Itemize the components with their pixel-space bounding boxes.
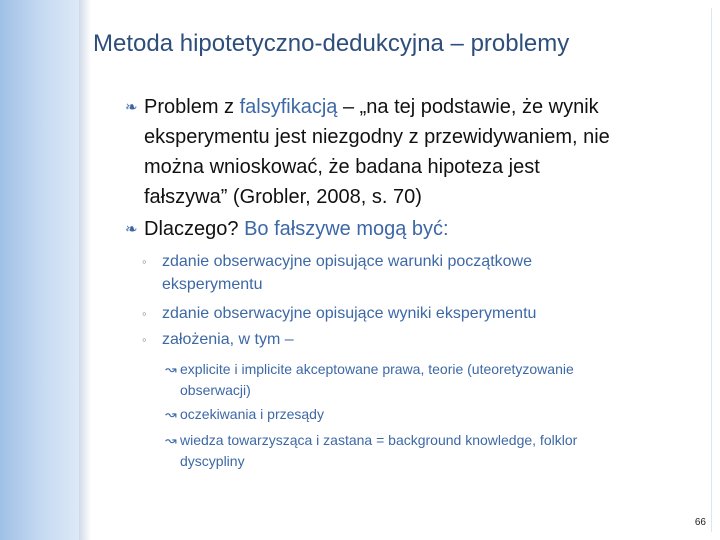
sub-bullet-results — [142, 302, 702, 325]
subsub-bullet-line: wiedza towarzysząca i zastana = background knowledge, folklor — [180, 432, 578, 448]
subsub-bullet-line: obserwacji) — [180, 382, 251, 398]
subsub-bullet-laws — [165, 359, 700, 401]
subsub-bullet-line: explicite i implicite akceptowane prawa, teorie (uteoretyzowanie — [180, 361, 574, 377]
subsub-bullet-expectations — [165, 404, 700, 425]
subsub-bullet-line: oczekiwania i przesądy — [180, 406, 324, 422]
sub-bullet-line: założenia, w tym – — [162, 331, 294, 348]
bullet-text: Problem z — [144, 96, 240, 118]
tilde-arrow-icon: ↝ — [165, 432, 177, 448]
small-circle-icon: ◦ — [142, 332, 147, 347]
slide-title: Metoda hipotetyczno-dedukcyjna – problemy — [93, 30, 570, 57]
bullet-accent-text: Bo fałszywe mogą być: — [244, 218, 449, 240]
page-number: 66 — [694, 517, 706, 528]
small-circle-icon: ◦ — [142, 254, 147, 269]
sub-bullet-line: eksperymentu — [162, 276, 263, 293]
bullet-text: Dlaczego? — [144, 218, 245, 240]
bullet-line — [144, 214, 704, 244]
bullet-line: fałszywa” (Grobler, 2008, s. 70) — [144, 186, 422, 208]
bullet-line: można wnioskować, że badana hipoteza jest — [144, 156, 540, 178]
bullet-text: – „na tej podstawie, że wynik — [337, 96, 599, 118]
bullet-falsification — [125, 92, 704, 212]
sub-bullet-assumptions — [142, 328, 702, 351]
ornamental-arrow-icon: ❧ — [125, 99, 138, 116]
sub-bullet-line: zdanie obserwacyjne opisujące warunki początkowe — [162, 253, 532, 270]
bullet-line: eksperymentu jest niezgodny z przewidywaniem, nie — [144, 126, 610, 148]
tilde-arrow-icon: ↝ — [165, 361, 177, 377]
subsub-bullet-line: dyscypliny — [180, 453, 245, 469]
sub-bullet-initial-conditions — [142, 250, 702, 296]
ornamental-arrow-icon: ❧ — [125, 221, 138, 238]
subsub-bullet-background-knowledge — [165, 430, 700, 472]
bullet-accent-text: falsyfikacją — [239, 96, 338, 118]
small-circle-icon: ◦ — [142, 306, 147, 321]
bullet-why — [125, 214, 704, 244]
tilde-arrow-icon: ↝ — [165, 406, 177, 422]
bullet-line — [144, 92, 704, 122]
sub-bullet-line: zdanie obserwacyjne opisujące wyniki eksperymentu — [162, 305, 537, 322]
